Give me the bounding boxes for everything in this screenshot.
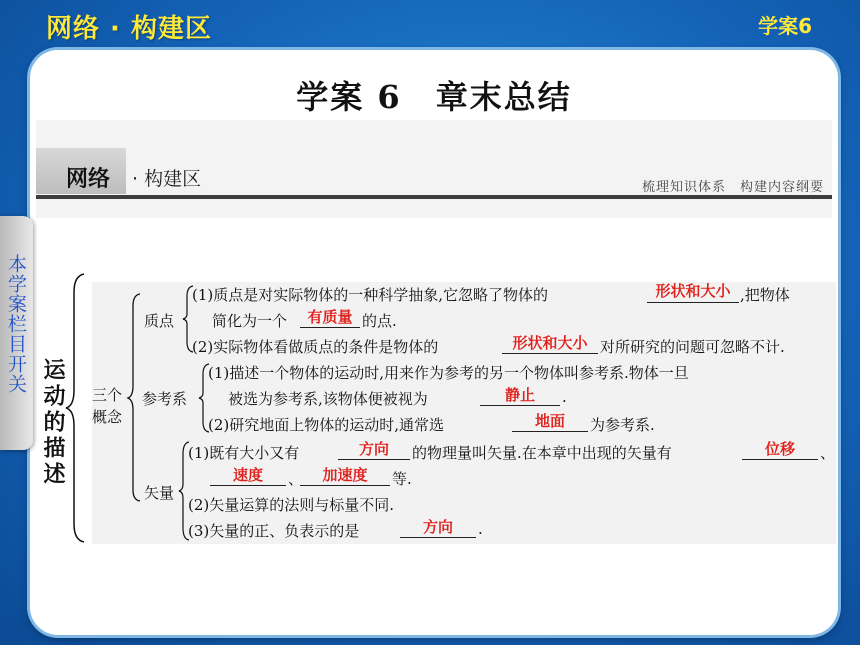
answer-ground: 地面 [534, 412, 565, 430]
particle-line-1c: 简化为一个 [212, 312, 288, 330]
answer-at-rest: 静止 [504, 386, 535, 404]
banner-divider [36, 195, 832, 199]
page-title: 学案 6 章末总结 [296, 78, 572, 116]
frame-line-1c: . [562, 388, 567, 406]
particle-line-2a: (2)实际物体看做质点的条件是物体的 [192, 338, 439, 356]
frame-line-2a: (2)研究地面上物体的运动时,通常选 [208, 416, 445, 434]
section-toggle-tab[interactable] [0, 216, 33, 450]
answer-shape-size-1: 形状和大小 [655, 282, 731, 300]
banner-title-light: · 构建区 [132, 168, 202, 190]
frame-line-1b: 被选为参考系,该物体便被视为 [228, 390, 428, 408]
frame-line-2b: 为参考系. [590, 416, 655, 434]
lesson-label: 学案6 [758, 14, 812, 38]
vector-line-1b: 的物理量叫矢量.在本章中出现的矢量有 [412, 444, 672, 462]
vector-line-1d: 、 [288, 470, 304, 488]
banner-subtitle: 梳理知识体系 构建内容纲要 [641, 180, 824, 195]
particle-line-2b: 对所研究的问题可忽略不计. [600, 338, 785, 356]
diagram-root-label: 运动的描述 [40, 358, 65, 488]
vector-line-1e: 等. [392, 470, 412, 488]
group-brace [126, 292, 142, 502]
group-label: 三个概念 [92, 386, 123, 426]
answer-acceleration: 加速度 [322, 466, 368, 484]
answer-direction-2: 方向 [422, 518, 453, 536]
root-brace [62, 272, 88, 544]
section-toggle-label: 本学案栏目开关 [5, 254, 27, 394]
section-banner [36, 120, 832, 218]
node-frame: 参考系 [142, 390, 188, 408]
answer-displacement: 位移 [764, 440, 795, 458]
answer-shape-size-2: 形状和大小 [512, 334, 588, 352]
answer-direction-1: 方向 [358, 440, 389, 458]
particle-line-1b: ,把物体 [740, 286, 790, 304]
answer-has-mass: 有质量 [307, 308, 353, 326]
vector-line-3b: . [478, 520, 483, 538]
answer-velocity: 速度 [232, 466, 263, 484]
node-vector: 矢量 [144, 484, 175, 502]
frame-line-1a: (1)描述一个物体的运动时,用来作为参考的另一个物体叫参考系.物体一旦 [208, 364, 689, 382]
banner-title-strong: 网络 [66, 167, 111, 192]
particle-line-1d: 的点. [362, 312, 397, 330]
concept-map [92, 282, 836, 544]
section-title: 网络 · 构建区 [46, 14, 212, 44]
vector-line-1c: 、 [820, 444, 836, 462]
vector-line-1a: (1)既有大小又有 [188, 444, 300, 462]
particle-line-1a: (1)质点是对实际物体的一种科学抽象,它忽略了物体的 [192, 286, 549, 304]
node-particle: 质点 [144, 312, 175, 330]
vector-line-2: (2)矢量运算的法则与标量不同. [188, 496, 395, 514]
vector-line-3a: (3)矢量的正、负表示的是 [188, 522, 360, 540]
